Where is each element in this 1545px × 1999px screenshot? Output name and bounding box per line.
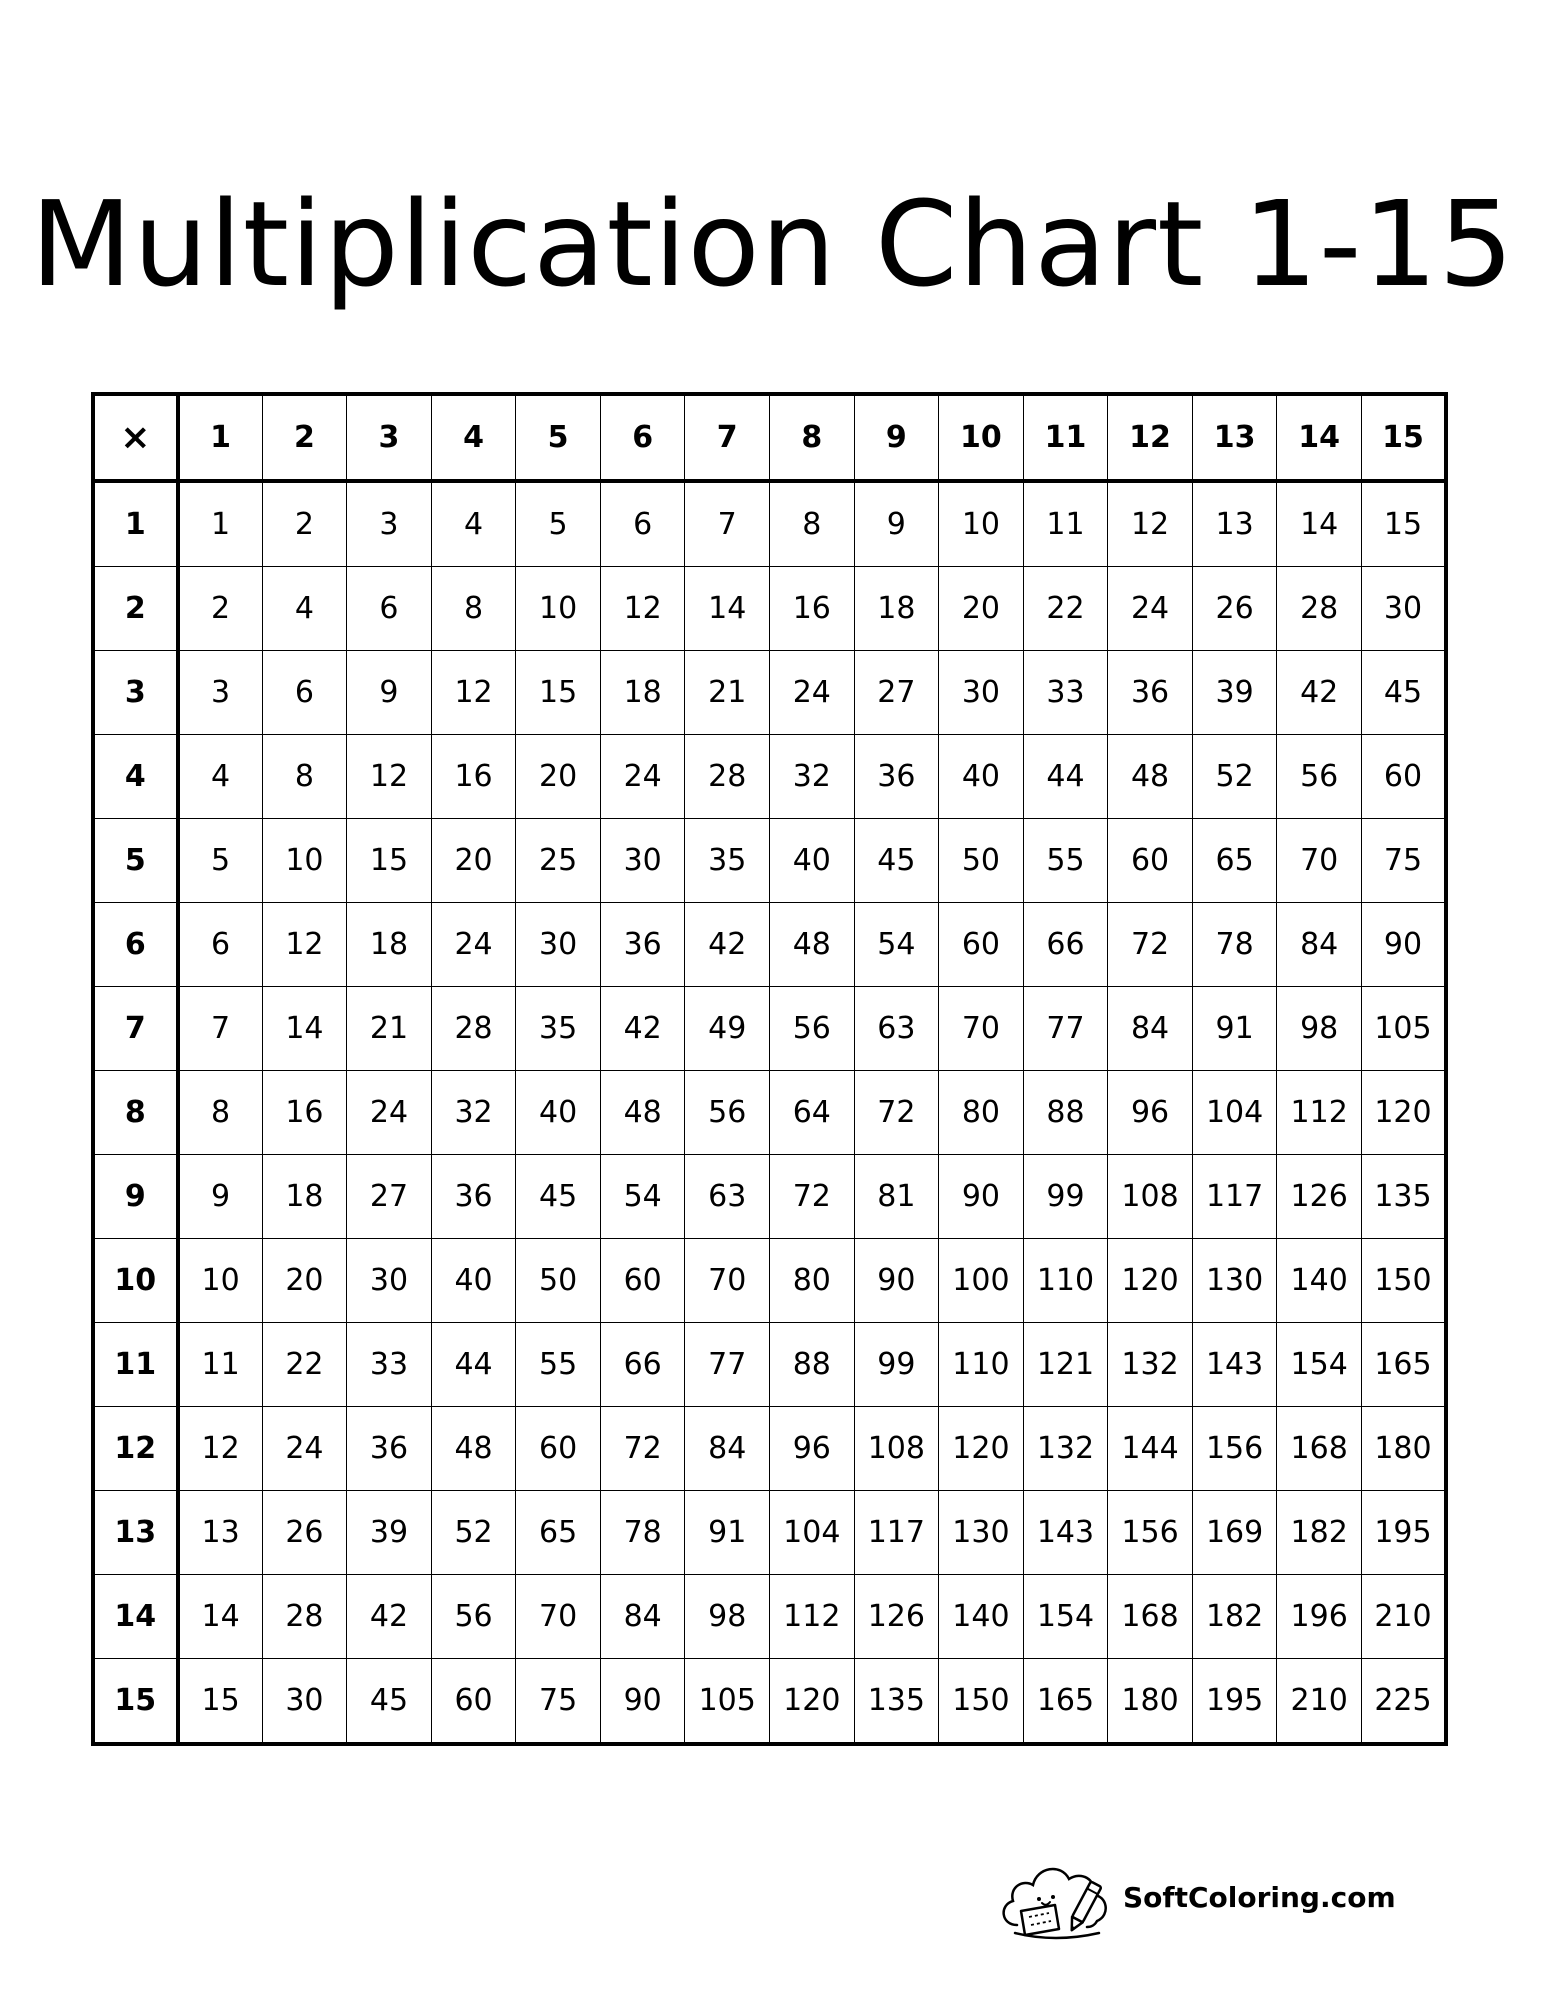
product-cell: 63 xyxy=(685,1155,770,1239)
table-body xyxy=(93,481,1446,1744)
product-cell: 13 xyxy=(178,1491,263,1575)
product-cell: 10 xyxy=(939,481,1024,567)
row-header: 12 xyxy=(93,1407,178,1491)
product-cell: 2 xyxy=(178,567,263,651)
row-header: 15 xyxy=(93,1659,178,1745)
product-cell: 24 xyxy=(770,651,855,735)
multiply-symbol-icon: × xyxy=(93,394,178,481)
table-row xyxy=(93,1407,1446,1491)
product-cell: 108 xyxy=(854,1407,939,1491)
product-cell: 182 xyxy=(1277,1491,1362,1575)
product-cell: 56 xyxy=(685,1071,770,1155)
product-cell: 99 xyxy=(854,1323,939,1407)
product-cell: 7 xyxy=(178,987,263,1071)
product-cell: 21 xyxy=(685,651,770,735)
product-cell: 28 xyxy=(1277,567,1362,651)
product-cell: 22 xyxy=(262,1323,347,1407)
product-cell: 4 xyxy=(431,481,516,567)
product-cell: 8 xyxy=(262,735,347,819)
product-cell: 35 xyxy=(685,819,770,903)
product-cell: 120 xyxy=(770,1659,855,1745)
product-cell: 27 xyxy=(854,651,939,735)
brand-name: SoftColoring.com xyxy=(1123,1881,1396,1914)
product-cell: 156 xyxy=(1108,1491,1193,1575)
product-cell: 30 xyxy=(1361,567,1446,651)
column-header: 7 xyxy=(685,394,770,481)
product-cell: 15 xyxy=(1361,481,1446,567)
product-cell: 54 xyxy=(600,1155,685,1239)
product-cell: 70 xyxy=(939,987,1024,1071)
product-cell: 100 xyxy=(939,1239,1024,1323)
product-cell: 132 xyxy=(1108,1323,1193,1407)
column-header: 12 xyxy=(1108,394,1193,481)
product-cell: 18 xyxy=(854,567,939,651)
product-cell: 126 xyxy=(1277,1155,1362,1239)
product-cell: 60 xyxy=(600,1239,685,1323)
product-cell: 6 xyxy=(178,903,263,987)
product-cell: 70 xyxy=(1277,819,1362,903)
product-cell: 24 xyxy=(431,903,516,987)
product-cell: 18 xyxy=(347,903,432,987)
product-cell: 90 xyxy=(600,1659,685,1745)
column-header: 2 xyxy=(262,394,347,481)
product-cell: 117 xyxy=(1192,1155,1277,1239)
product-cell: 30 xyxy=(347,1239,432,1323)
product-cell: 45 xyxy=(516,1155,601,1239)
product-cell: 182 xyxy=(1192,1575,1277,1659)
product-cell: 30 xyxy=(939,651,1024,735)
table-row xyxy=(93,1575,1446,1659)
product-cell: 39 xyxy=(1192,651,1277,735)
product-cell: 18 xyxy=(262,1155,347,1239)
product-cell: 120 xyxy=(939,1407,1024,1491)
product-cell: 16 xyxy=(262,1071,347,1155)
product-cell: 105 xyxy=(1361,987,1446,1071)
column-header: 9 xyxy=(854,394,939,481)
product-cell: 90 xyxy=(854,1239,939,1323)
product-cell: 60 xyxy=(1361,735,1446,819)
product-cell: 168 xyxy=(1277,1407,1362,1491)
table-row xyxy=(93,987,1446,1071)
product-cell: 225 xyxy=(1361,1659,1446,1745)
product-cell: 10 xyxy=(178,1239,263,1323)
product-cell: 72 xyxy=(770,1155,855,1239)
product-cell: 130 xyxy=(1192,1239,1277,1323)
product-cell: 30 xyxy=(262,1659,347,1745)
product-cell: 36 xyxy=(600,903,685,987)
product-cell: 84 xyxy=(1277,903,1362,987)
page-title: Multiplication Chart 1-15 xyxy=(30,175,1515,313)
product-cell: 70 xyxy=(685,1239,770,1323)
table-row xyxy=(93,481,1446,567)
product-cell: 150 xyxy=(939,1659,1024,1745)
product-cell: 10 xyxy=(262,819,347,903)
product-cell: 55 xyxy=(1023,819,1108,903)
brand-footer xyxy=(995,1853,1415,1943)
product-cell: 88 xyxy=(1023,1071,1108,1155)
product-cell: 26 xyxy=(1192,567,1277,651)
product-cell: 65 xyxy=(1192,819,1277,903)
product-cell: 104 xyxy=(770,1491,855,1575)
product-cell: 75 xyxy=(516,1659,601,1745)
product-cell: 26 xyxy=(262,1491,347,1575)
row-header: 6 xyxy=(93,903,178,987)
product-cell: 8 xyxy=(431,567,516,651)
column-header-row xyxy=(93,394,1446,481)
product-cell: 140 xyxy=(939,1575,1024,1659)
product-cell: 169 xyxy=(1192,1491,1277,1575)
product-cell: 10 xyxy=(516,567,601,651)
product-cell: 144 xyxy=(1108,1407,1193,1491)
product-cell: 40 xyxy=(770,819,855,903)
row-header: 1 xyxy=(93,481,178,567)
product-cell: 5 xyxy=(516,481,601,567)
product-cell: 108 xyxy=(1108,1155,1193,1239)
product-cell: 210 xyxy=(1361,1575,1446,1659)
product-cell: 120 xyxy=(1361,1071,1446,1155)
product-cell: 40 xyxy=(516,1071,601,1155)
column-header: 3 xyxy=(347,394,432,481)
column-header: 1 xyxy=(178,394,263,481)
product-cell: 12 xyxy=(431,651,516,735)
product-cell: 16 xyxy=(431,735,516,819)
product-cell: 56 xyxy=(431,1575,516,1659)
product-cell: 12 xyxy=(600,567,685,651)
table-row xyxy=(93,1491,1446,1575)
product-cell: 4 xyxy=(262,567,347,651)
product-cell: 110 xyxy=(1023,1239,1108,1323)
product-cell: 28 xyxy=(262,1575,347,1659)
row-header: 4 xyxy=(93,735,178,819)
product-cell: 140 xyxy=(1277,1239,1362,1323)
product-cell: 84 xyxy=(600,1575,685,1659)
table-row xyxy=(93,1323,1446,1407)
product-cell: 77 xyxy=(1023,987,1108,1071)
product-cell: 12 xyxy=(178,1407,263,1491)
product-cell: 24 xyxy=(1108,567,1193,651)
product-cell: 75 xyxy=(1361,819,1446,903)
product-cell: 154 xyxy=(1277,1323,1362,1407)
product-cell: 130 xyxy=(939,1491,1024,1575)
product-cell: 98 xyxy=(685,1575,770,1659)
product-cell: 56 xyxy=(1277,735,1362,819)
product-cell: 121 xyxy=(1023,1323,1108,1407)
product-cell: 132 xyxy=(1023,1407,1108,1491)
product-cell: 154 xyxy=(1023,1575,1108,1659)
product-cell: 33 xyxy=(1023,651,1108,735)
row-header: 7 xyxy=(93,987,178,1071)
product-cell: 42 xyxy=(685,903,770,987)
product-cell: 5 xyxy=(178,819,263,903)
product-cell: 210 xyxy=(1277,1659,1362,1745)
row-header: 11 xyxy=(93,1323,178,1407)
product-cell: 6 xyxy=(347,567,432,651)
product-cell: 60 xyxy=(939,903,1024,987)
product-cell: 50 xyxy=(516,1239,601,1323)
product-cell: 13 xyxy=(1192,481,1277,567)
product-cell: 30 xyxy=(600,819,685,903)
row-header: 14 xyxy=(93,1575,178,1659)
product-cell: 63 xyxy=(854,987,939,1071)
product-cell: 88 xyxy=(770,1323,855,1407)
product-cell: 15 xyxy=(347,819,432,903)
column-header: 5 xyxy=(516,394,601,481)
column-header: 15 xyxy=(1361,394,1446,481)
product-cell: 165 xyxy=(1361,1323,1446,1407)
product-cell: 12 xyxy=(347,735,432,819)
product-cell: 36 xyxy=(347,1407,432,1491)
product-cell: 36 xyxy=(854,735,939,819)
product-cell: 24 xyxy=(600,735,685,819)
product-cell: 9 xyxy=(347,651,432,735)
product-cell: 42 xyxy=(347,1575,432,1659)
product-cell: 14 xyxy=(1277,481,1362,567)
multiplication-table-container xyxy=(91,392,1448,1734)
table-row xyxy=(93,567,1446,651)
product-cell: 42 xyxy=(600,987,685,1071)
product-cell: 40 xyxy=(431,1239,516,1323)
product-cell: 143 xyxy=(1023,1491,1108,1575)
product-cell: 22 xyxy=(1023,567,1108,651)
product-cell: 104 xyxy=(1192,1071,1277,1155)
row-header: 9 xyxy=(93,1155,178,1239)
product-cell: 2 xyxy=(262,481,347,567)
row-header: 13 xyxy=(93,1491,178,1575)
product-cell: 30 xyxy=(516,903,601,987)
product-cell: 96 xyxy=(1108,1071,1193,1155)
product-cell: 90 xyxy=(1361,903,1446,987)
product-cell: 50 xyxy=(939,819,1024,903)
product-cell: 60 xyxy=(431,1659,516,1745)
product-cell: 49 xyxy=(685,987,770,1071)
product-cell: 64 xyxy=(770,1071,855,1155)
cloud-pencil-icon xyxy=(995,1853,1119,1943)
product-cell: 150 xyxy=(1361,1239,1446,1323)
product-cell: 11 xyxy=(1023,481,1108,567)
product-cell: 33 xyxy=(347,1323,432,1407)
product-cell: 80 xyxy=(939,1071,1024,1155)
product-cell: 36 xyxy=(1108,651,1193,735)
product-cell: 52 xyxy=(1192,735,1277,819)
row-header: 10 xyxy=(93,1239,178,1323)
product-cell: 143 xyxy=(1192,1323,1277,1407)
product-cell: 96 xyxy=(770,1407,855,1491)
product-cell: 90 xyxy=(939,1155,1024,1239)
product-cell: 126 xyxy=(854,1575,939,1659)
product-cell: 6 xyxy=(600,481,685,567)
table-row xyxy=(93,1659,1446,1745)
product-cell: 39 xyxy=(347,1491,432,1575)
product-cell: 12 xyxy=(262,903,347,987)
product-cell: 195 xyxy=(1361,1491,1446,1575)
product-cell: 77 xyxy=(685,1323,770,1407)
product-cell: 84 xyxy=(1108,987,1193,1071)
product-cell: 28 xyxy=(431,987,516,1071)
product-cell: 180 xyxy=(1108,1659,1193,1745)
product-cell: 20 xyxy=(939,567,1024,651)
product-cell: 110 xyxy=(939,1323,1024,1407)
product-cell: 8 xyxy=(178,1071,263,1155)
table-row xyxy=(93,903,1446,987)
product-cell: 45 xyxy=(1361,651,1446,735)
product-cell: 15 xyxy=(516,651,601,735)
product-cell: 48 xyxy=(1108,735,1193,819)
product-cell: 25 xyxy=(516,819,601,903)
table-row xyxy=(93,1239,1446,1323)
row-header: 8 xyxy=(93,1071,178,1155)
row-header: 2 xyxy=(93,567,178,651)
product-cell: 135 xyxy=(1361,1155,1446,1239)
product-cell: 72 xyxy=(854,1071,939,1155)
product-cell: 72 xyxy=(600,1407,685,1491)
product-cell: 48 xyxy=(600,1071,685,1155)
product-cell: 14 xyxy=(685,567,770,651)
product-cell: 9 xyxy=(854,481,939,567)
product-cell: 20 xyxy=(262,1239,347,1323)
product-cell: 11 xyxy=(178,1323,263,1407)
product-cell: 20 xyxy=(431,819,516,903)
product-cell: 99 xyxy=(1023,1155,1108,1239)
product-cell: 6 xyxy=(262,651,347,735)
row-header: 3 xyxy=(93,651,178,735)
column-header: 13 xyxy=(1192,394,1277,481)
product-cell: 35 xyxy=(516,987,601,1071)
product-cell: 42 xyxy=(1277,651,1362,735)
product-cell: 120 xyxy=(1108,1239,1193,1323)
product-cell: 28 xyxy=(685,735,770,819)
product-cell: 180 xyxy=(1361,1407,1446,1491)
product-cell: 7 xyxy=(685,481,770,567)
product-cell: 15 xyxy=(178,1659,263,1745)
product-cell: 1 xyxy=(178,481,263,567)
product-cell: 80 xyxy=(770,1239,855,1323)
column-header: 8 xyxy=(770,394,855,481)
product-cell: 32 xyxy=(770,735,855,819)
product-cell: 24 xyxy=(262,1407,347,1491)
product-cell: 196 xyxy=(1277,1575,1362,1659)
product-cell: 60 xyxy=(1108,819,1193,903)
product-cell: 16 xyxy=(770,567,855,651)
product-cell: 40 xyxy=(939,735,1024,819)
column-header: 14 xyxy=(1277,394,1362,481)
product-cell: 54 xyxy=(854,903,939,987)
product-cell: 72 xyxy=(1108,903,1193,987)
product-cell: 70 xyxy=(516,1575,601,1659)
product-cell: 112 xyxy=(770,1575,855,1659)
product-cell: 27 xyxy=(347,1155,432,1239)
product-cell: 3 xyxy=(347,481,432,567)
column-header: 6 xyxy=(600,394,685,481)
product-cell: 168 xyxy=(1108,1575,1193,1659)
product-cell: 44 xyxy=(1023,735,1108,819)
product-cell: 9 xyxy=(178,1155,263,1239)
product-cell: 14 xyxy=(262,987,347,1071)
table-row xyxy=(93,1071,1446,1155)
product-cell: 48 xyxy=(770,903,855,987)
product-cell: 135 xyxy=(854,1659,939,1745)
product-cell: 52 xyxy=(431,1491,516,1575)
product-cell: 91 xyxy=(1192,987,1277,1071)
multiplication-table xyxy=(91,392,1448,1746)
product-cell: 55 xyxy=(516,1323,601,1407)
product-cell: 8 xyxy=(770,481,855,567)
product-cell: 4 xyxy=(178,735,263,819)
product-cell: 56 xyxy=(770,987,855,1071)
product-cell: 66 xyxy=(1023,903,1108,987)
table-row xyxy=(93,819,1446,903)
product-cell: 105 xyxy=(685,1659,770,1745)
column-header: 11 xyxy=(1023,394,1108,481)
product-cell: 98 xyxy=(1277,987,1362,1071)
table-row xyxy=(93,1155,1446,1239)
table-row xyxy=(93,735,1446,819)
product-cell: 18 xyxy=(600,651,685,735)
product-cell: 20 xyxy=(516,735,601,819)
product-cell: 3 xyxy=(178,651,263,735)
product-cell: 78 xyxy=(600,1491,685,1575)
product-cell: 117 xyxy=(854,1491,939,1575)
product-cell: 65 xyxy=(516,1491,601,1575)
product-cell: 48 xyxy=(431,1407,516,1491)
row-header: 5 xyxy=(93,819,178,903)
product-cell: 156 xyxy=(1192,1407,1277,1491)
product-cell: 60 xyxy=(516,1407,601,1491)
table-row xyxy=(93,651,1446,735)
product-cell: 81 xyxy=(854,1155,939,1239)
column-header: 10 xyxy=(939,394,1024,481)
product-cell: 84 xyxy=(685,1407,770,1491)
product-cell: 32 xyxy=(431,1071,516,1155)
product-cell: 12 xyxy=(1108,481,1193,567)
product-cell: 165 xyxy=(1023,1659,1108,1745)
product-cell: 14 xyxy=(178,1575,263,1659)
product-cell: 78 xyxy=(1192,903,1277,987)
product-cell: 91 xyxy=(685,1491,770,1575)
product-cell: 66 xyxy=(600,1323,685,1407)
product-cell: 112 xyxy=(1277,1071,1362,1155)
product-cell: 44 xyxy=(431,1323,516,1407)
product-cell: 195 xyxy=(1192,1659,1277,1745)
product-cell: 45 xyxy=(854,819,939,903)
product-cell: 24 xyxy=(347,1071,432,1155)
product-cell: 36 xyxy=(431,1155,516,1239)
product-cell: 45 xyxy=(347,1659,432,1745)
column-header: 4 xyxy=(431,394,516,481)
product-cell: 21 xyxy=(347,987,432,1071)
